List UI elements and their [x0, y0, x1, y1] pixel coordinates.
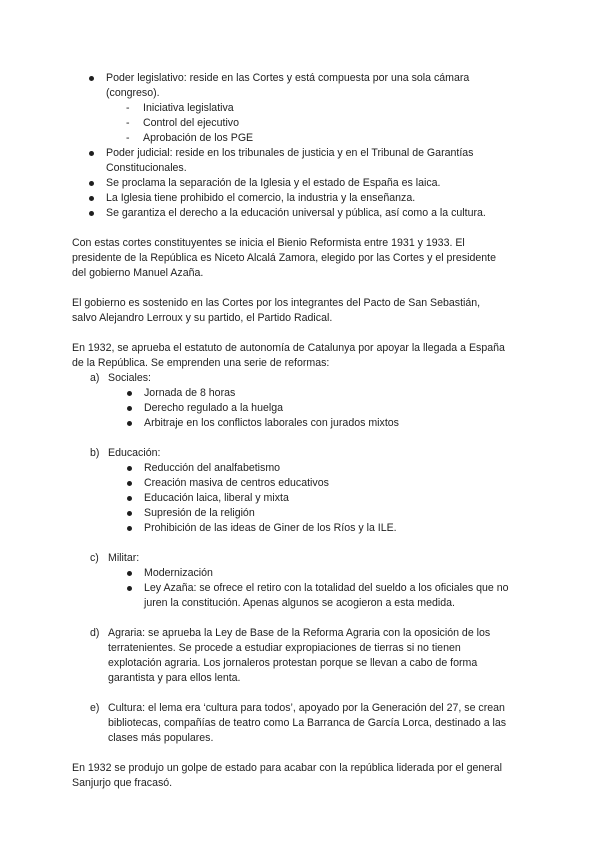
sub-dash: -	[126, 132, 130, 144]
list-marker-d: d)	[90, 627, 100, 639]
paragraph-line: En 1932, se aprueba el estatuto de autonomía de Catalunya por apoyar la llegada a España	[72, 342, 505, 354]
reform-agraria-line: terratenientes. Se procede a estudiar expropiaciones de tierras si no tienen	[108, 642, 461, 654]
bullet	[89, 181, 94, 186]
reform-item-ley-azana-cont: juren la constitución. Apenas algunos se acogieron a esta medida.	[144, 597, 455, 609]
bullet	[127, 511, 132, 516]
paragraph-line: En 1932 se produjo un golpe de estado para acabar con la república liderada por el general	[72, 762, 502, 774]
bullet	[127, 586, 132, 591]
sub-item: Iniciativa legislativa	[143, 102, 234, 114]
sub-dash: -	[126, 102, 130, 114]
reform-cultura-line: bibliotecas, compañías de teatro como La Barranca de García Lorca, destinado a las	[108, 717, 507, 729]
paragraph-line: Sanjurjo que fracasó.	[72, 777, 173, 789]
list-marker-c: c)	[90, 552, 99, 564]
reform-label-sociales: Sociales:	[108, 372, 151, 384]
reform-item: Creación masiva de centros educativos	[144, 477, 329, 489]
reform-item: Modernización	[144, 567, 213, 579]
reform-label-militar: Militar:	[108, 552, 140, 564]
paragraph-line: de la República. Se emprenden una serie de reformas:	[72, 357, 330, 369]
reform-item: Arbitraje en los conflictos laborales con jurados mixtos	[144, 417, 399, 429]
list-item-judicial-cont: Constitucionales.	[106, 162, 187, 174]
bullet	[127, 571, 132, 576]
paragraph-line: del gobierno Manuel Azaña.	[72, 267, 204, 279]
bullet	[89, 151, 94, 156]
reform-item: Supresión de la religión	[144, 507, 255, 519]
bullet	[127, 481, 132, 486]
reform-cultura-line: clases más populares.	[108, 732, 214, 744]
list-marker-b: b)	[90, 447, 100, 459]
bullet	[127, 496, 132, 501]
paragraph-line: Con estas cortes constituyentes se inicia el Bienio Reformista entre 1931 y 1933. El	[72, 237, 465, 249]
reform-item: Jornada de 8 horas	[144, 387, 236, 399]
bullet	[89, 196, 94, 201]
reform-item: Educación laica, liberal y mixta	[144, 492, 289, 504]
reform-item: Derecho regulado a la huelga	[144, 402, 283, 414]
list-marker-a: a)	[90, 372, 100, 384]
bullet	[127, 526, 132, 531]
reform-agraria-line: explotación agraria. Los jornaleros protestan porque se llevan a cabo de forma	[108, 657, 478, 669]
list-item-judicial: Poder judicial: reside en los tribunales de justicia y en el Tribunal de Garantías	[106, 147, 474, 159]
bullet	[127, 391, 132, 396]
list-item-legislativo-cont: (congreso).	[106, 87, 160, 99]
paragraph-line: presidente de la República es Niceto Alcalá Zamora, elegido por las Cortes y el presidente	[72, 252, 496, 264]
list-item: Se garantiza el derecho a la educación universal y pública, así como a la cultura.	[106, 207, 486, 219]
bullet	[127, 421, 132, 426]
bullet	[127, 466, 132, 471]
reform-label-educacion: Educación:	[108, 447, 161, 459]
reform-cultura-line: Cultura: el lema era ‘cultura para todos’, apoyado por la Generación del 27, se crean	[108, 702, 505, 714]
paragraph-line: El gobierno es sostenido en las Cortes por los integrantes del Pacto de San Sebastián,	[72, 297, 481, 309]
reform-item-ley-azana: Ley Azaña: se ofrece el retiro con la totalidad del sueldo a los oficiales que no	[144, 582, 509, 594]
sub-dash: -	[126, 117, 130, 129]
reform-agraria-line: garantista y para ellos lenta.	[108, 672, 241, 684]
reform-item: Prohibición de las ideas de Giner de los Ríos y la ILE.	[144, 522, 397, 534]
bullet	[127, 406, 132, 411]
list-marker-e: e)	[90, 702, 100, 714]
paragraph-line: salvo Alejandro Lerroux y su partido, el Partido Radical.	[72, 312, 333, 324]
list-item: Se proclama la separación de la Iglesia y el estado de España es laica.	[106, 177, 441, 189]
sub-item: Aprobación de los PGE	[143, 132, 254, 144]
list-item: La Iglesia tiene prohibido el comercio, la industria y la enseñanza.	[106, 192, 416, 204]
bullet	[89, 76, 94, 81]
bullet	[89, 211, 94, 216]
reform-agraria-line: Agraria: se aprueba la Ley de Base de la Reforma Agraria con la oposición de los	[108, 627, 491, 639]
sub-item: Control del ejecutivo	[143, 117, 239, 129]
list-item-legislativo: Poder legislativo: reside en las Cortes y está compuesta por una sola cámara	[106, 72, 470, 84]
reform-item: Reducción del analfabetismo	[144, 462, 281, 474]
